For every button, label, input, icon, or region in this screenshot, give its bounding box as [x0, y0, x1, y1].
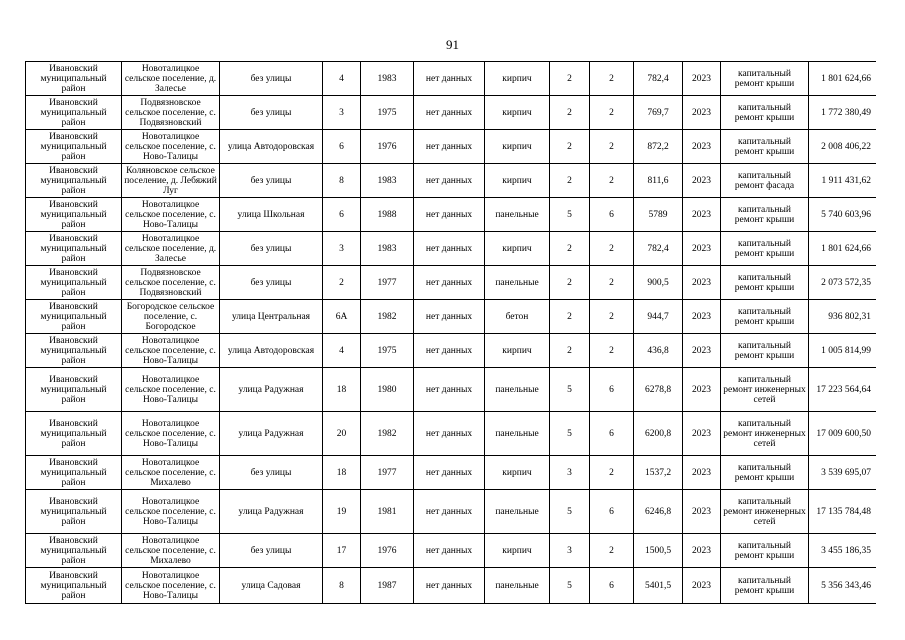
table-row	[26, 130, 877, 164]
cell-plan-year: 2023	[683, 334, 721, 368]
cell-street: без улицы	[220, 456, 323, 490]
cell-work-type: капитальный ремонт инженерных сетей	[721, 368, 809, 412]
cell-cost: 1 005 814,99	[809, 334, 877, 368]
cell-plan-year: 2023	[683, 456, 721, 490]
cell-cost: 1 801 624,66	[809, 62, 877, 96]
cell-entrances: 6	[590, 568, 634, 604]
cell-floors: 2	[550, 334, 590, 368]
cell-cost: 1 772 380,49	[809, 96, 877, 130]
cell-floors: 2	[550, 130, 590, 164]
cell-extra-data: нет данных	[414, 456, 485, 490]
cell-district: Ивановский муниципальный район	[26, 198, 122, 232]
cell-wall-material: кирпич	[485, 232, 550, 266]
cell-settlement: Богородское сельское поселение, с. Богородское	[122, 300, 220, 334]
cell-work-type: капитальный ремонт крыши	[721, 300, 809, 334]
cell-work-type: капитальный ремонт крыши	[721, 130, 809, 164]
cell-entrances: 2	[590, 232, 634, 266]
cell-house-number: 3	[323, 232, 361, 266]
cell-street: улица Радужная	[220, 490, 323, 534]
cell-plan-year: 2023	[683, 232, 721, 266]
cell-area: 6200,8	[634, 412, 683, 456]
cell-area: 5789	[634, 198, 683, 232]
cell-wall-material: кирпич	[485, 456, 550, 490]
cell-year: 1981	[361, 490, 414, 534]
cell-cost: 1 801 624,66	[809, 232, 877, 266]
table-row	[26, 490, 877, 534]
cell-year: 1983	[361, 62, 414, 96]
cell-floors: 2	[550, 62, 590, 96]
cell-floors: 2	[550, 164, 590, 198]
cell-street: без улицы	[220, 164, 323, 198]
cell-wall-material: панельные	[485, 490, 550, 534]
cell-area: 6246,8	[634, 490, 683, 534]
cell-street: улица Садовая	[220, 568, 323, 604]
table-row	[26, 368, 877, 412]
cell-extra-data: нет данных	[414, 198, 485, 232]
cell-plan-year: 2023	[683, 62, 721, 96]
cell-wall-material: панельные	[485, 412, 550, 456]
cell-district: Ивановский муниципальный район	[26, 164, 122, 198]
cell-entrances: 2	[590, 300, 634, 334]
cell-area: 782,4	[634, 232, 683, 266]
cell-wall-material: кирпич	[485, 96, 550, 130]
table-row	[26, 334, 877, 368]
cell-entrances: 6	[590, 490, 634, 534]
cell-work-type: капитальный ремонт крыши	[721, 266, 809, 300]
cell-house-number: 18	[323, 456, 361, 490]
cell-year: 1983	[361, 232, 414, 266]
cell-plan-year: 2023	[683, 412, 721, 456]
cell-year: 1976	[361, 130, 414, 164]
cell-cost: 3 455 186,35	[809, 534, 877, 568]
cell-house-number: 20	[323, 412, 361, 456]
cell-work-type: капитальный ремонт инженерных сетей	[721, 490, 809, 534]
cell-street: улица Автодоровская	[220, 130, 323, 164]
table-row	[26, 96, 877, 130]
cell-house-number: 4	[323, 334, 361, 368]
cell-cost: 17 223 564,64	[809, 368, 877, 412]
cell-house-number: 4	[323, 62, 361, 96]
cell-work-type: капитальный ремонт фасада	[721, 164, 809, 198]
cell-settlement: Новоталицкое сельское поселение, с. Ново-Талицы	[122, 334, 220, 368]
cell-extra-data: нет данных	[414, 490, 485, 534]
cell-wall-material: кирпич	[485, 130, 550, 164]
cell-street: без улицы	[220, 266, 323, 300]
cell-floors: 3	[550, 456, 590, 490]
cell-work-type: капитальный ремонт крыши	[721, 232, 809, 266]
table-row	[26, 232, 877, 266]
cell-plan-year: 2023	[683, 368, 721, 412]
cell-entrances: 6	[590, 368, 634, 412]
cell-district: Ивановский муниципальный район	[26, 490, 122, 534]
cell-wall-material: бетон	[485, 300, 550, 334]
cell-plan-year: 2023	[683, 568, 721, 604]
cell-plan-year: 2023	[683, 534, 721, 568]
table-row	[26, 568, 877, 604]
cell-year: 1983	[361, 164, 414, 198]
cell-floors: 2	[550, 266, 590, 300]
cell-district: Ивановский муниципальный район	[26, 534, 122, 568]
cell-work-type: капитальный ремонт крыши	[721, 198, 809, 232]
table-row	[26, 198, 877, 232]
cell-house-number: 8	[323, 568, 361, 604]
cell-entrances: 2	[590, 96, 634, 130]
cell-house-number: 3	[323, 96, 361, 130]
table-container	[25, 61, 876, 640]
cell-work-type: капитальный ремонт крыши	[721, 568, 809, 604]
cell-house-number: 6	[323, 130, 361, 164]
cell-wall-material: панельные	[485, 266, 550, 300]
cell-extra-data: нет данных	[414, 232, 485, 266]
cell-floors: 2	[550, 232, 590, 266]
cell-street: без улицы	[220, 96, 323, 130]
cell-settlement: Новоталицкое сельское поселение, с. Ново-Талицы	[122, 198, 220, 232]
cell-street: улица Автодоровская	[220, 334, 323, 368]
table-row	[26, 534, 877, 568]
page-number: 91	[446, 37, 459, 52]
cell-floors: 5	[550, 412, 590, 456]
cell-year: 1977	[361, 456, 414, 490]
cell-plan-year: 2023	[683, 198, 721, 232]
table-row	[26, 164, 877, 198]
cell-year: 1976	[361, 534, 414, 568]
cell-cost: 2 008 406,22	[809, 130, 877, 164]
cell-wall-material: панельные	[485, 198, 550, 232]
cell-entrances: 6	[590, 412, 634, 456]
cell-entrances: 2	[590, 130, 634, 164]
housing-repair-table	[25, 61, 876, 604]
cell-plan-year: 2023	[683, 164, 721, 198]
cell-cost: 2 073 572,35	[809, 266, 877, 300]
cell-work-type: капитальный ремонт крыши	[721, 62, 809, 96]
cell-year: 1975	[361, 96, 414, 130]
table-row	[26, 266, 877, 300]
cell-extra-data: нет данных	[414, 130, 485, 164]
cell-entrances: 2	[590, 534, 634, 568]
cell-cost: 3 539 695,07	[809, 456, 877, 490]
cell-house-number: 19	[323, 490, 361, 534]
cell-extra-data: нет данных	[414, 62, 485, 96]
cell-settlement: Подвязновское сельское поселение, с. Подвязновский	[122, 266, 220, 300]
cell-entrances: 2	[590, 62, 634, 96]
cell-year: 1977	[361, 266, 414, 300]
cell-extra-data: нет данных	[414, 412, 485, 456]
cell-plan-year: 2023	[683, 130, 721, 164]
cell-work-type: капитальный ремонт крыши	[721, 334, 809, 368]
cell-district: Ивановский муниципальный район	[26, 266, 122, 300]
cell-cost: 5 740 603,96	[809, 198, 877, 232]
cell-plan-year: 2023	[683, 266, 721, 300]
cell-year: 1975	[361, 334, 414, 368]
cell-area: 872,2	[634, 130, 683, 164]
cell-entrances: 2	[590, 334, 634, 368]
cell-entrances: 6	[590, 198, 634, 232]
cell-settlement: Подвязновское сельское поселение, с. Подвязновский	[122, 96, 220, 130]
cell-plan-year: 2023	[683, 300, 721, 334]
cell-entrances: 2	[590, 164, 634, 198]
cell-wall-material: панельные	[485, 568, 550, 604]
cell-extra-data: нет данных	[414, 534, 485, 568]
cell-area: 769,7	[634, 96, 683, 130]
cell-area: 1500,5	[634, 534, 683, 568]
cell-area: 811,6	[634, 164, 683, 198]
cell-district: Ивановский муниципальный район	[26, 334, 122, 368]
cell-floors: 5	[550, 568, 590, 604]
cell-floors: 5	[550, 198, 590, 232]
cell-wall-material: кирпич	[485, 334, 550, 368]
cell-area: 6278,8	[634, 368, 683, 412]
cell-wall-material: кирпич	[485, 534, 550, 568]
cell-cost: 17 135 784,48	[809, 490, 877, 534]
cell-street: улица Радужная	[220, 368, 323, 412]
cell-district: Ивановский муниципальный район	[26, 96, 122, 130]
cell-street: без улицы	[220, 534, 323, 568]
cell-year: 1982	[361, 412, 414, 456]
cell-floors: 2	[550, 300, 590, 334]
table-row	[26, 412, 877, 456]
cell-extra-data: нет данных	[414, 96, 485, 130]
cell-house-number: 8	[323, 164, 361, 198]
cell-wall-material: кирпич	[485, 62, 550, 96]
cell-extra-data: нет данных	[414, 164, 485, 198]
table-row	[26, 300, 877, 334]
cell-floors: 2	[550, 96, 590, 130]
cell-house-number: 18	[323, 368, 361, 412]
cell-extra-data: нет данных	[414, 368, 485, 412]
cell-cost: 936 802,31	[809, 300, 877, 334]
cell-street: без улицы	[220, 62, 323, 96]
table-row	[26, 456, 877, 490]
cell-plan-year: 2023	[683, 490, 721, 534]
cell-year: 1982	[361, 300, 414, 334]
cell-work-type: капитальный ремонт инженерных сетей	[721, 412, 809, 456]
cell-district: Ивановский муниципальный район	[26, 300, 122, 334]
cell-work-type: капитальный ремонт крыши	[721, 534, 809, 568]
cell-street: без улицы	[220, 232, 323, 266]
cell-area: 944,7	[634, 300, 683, 334]
cell-extra-data: нет данных	[414, 568, 485, 604]
cell-floors: 5	[550, 490, 590, 534]
cell-house-number: 17	[323, 534, 361, 568]
cell-floors: 3	[550, 534, 590, 568]
cell-year: 1988	[361, 198, 414, 232]
cell-settlement: Новоталицкое сельское поселение, д. Залесье	[122, 232, 220, 266]
cell-year: 1980	[361, 368, 414, 412]
cell-cost: 5 356 343,46	[809, 568, 877, 604]
table-row	[26, 62, 877, 96]
cell-district: Ивановский муниципальный район	[26, 568, 122, 604]
cell-district: Ивановский муниципальный район	[26, 62, 122, 96]
cell-area: 436,8	[634, 334, 683, 368]
cell-settlement: Новоталицкое сельское поселение, д. Залесье	[122, 62, 220, 96]
cell-district: Ивановский муниципальный район	[26, 232, 122, 266]
cell-wall-material: кирпич	[485, 164, 550, 198]
cell-year: 1987	[361, 568, 414, 604]
cell-house-number: 2	[323, 266, 361, 300]
cell-work-type: капитальный ремонт крыши	[721, 96, 809, 130]
cell-extra-data: нет данных	[414, 334, 485, 368]
cell-work-type: капитальный ремонт крыши	[721, 456, 809, 490]
cell-settlement: Новоталицкое сельское поселение, с. Ново-Талицы	[122, 368, 220, 412]
cell-settlement: Новоталицкое сельское поселение, с. Ново-Талицы	[122, 130, 220, 164]
cell-settlement: Новоталицкое сельское поселение, с. Ново-Талицы	[122, 568, 220, 604]
cell-district: Ивановский муниципальный район	[26, 368, 122, 412]
cell-settlement: Новоталицкое сельское поселение, с. Михалево	[122, 534, 220, 568]
cell-area: 900,5	[634, 266, 683, 300]
cell-extra-data: нет данных	[414, 266, 485, 300]
cell-street: улица Радужная	[220, 412, 323, 456]
cell-settlement: Новоталицкое сельское поселение, с. Ново-Талицы	[122, 490, 220, 534]
cell-cost: 1 911 431,62	[809, 164, 877, 198]
cell-area: 782,4	[634, 62, 683, 96]
cell-entrances: 2	[590, 456, 634, 490]
cell-district: Ивановский муниципальный район	[26, 412, 122, 456]
cell-entrances: 2	[590, 266, 634, 300]
table-body	[26, 62, 877, 604]
cell-cost: 17 009 600,50	[809, 412, 877, 456]
cell-district: Ивановский муниципальный район	[26, 130, 122, 164]
cell-area: 1537,2	[634, 456, 683, 490]
cell-district: Ивановский муниципальный район	[26, 456, 122, 490]
cell-plan-year: 2023	[683, 96, 721, 130]
cell-extra-data: нет данных	[414, 300, 485, 334]
cell-settlement: Новоталицкое сельское поселение, с. Ново-Талицы	[122, 412, 220, 456]
cell-house-number: 6	[323, 198, 361, 232]
cell-area: 5401,5	[634, 568, 683, 604]
cell-settlement: Новоталицкое сельское поселение, с. Михалево	[122, 456, 220, 490]
cell-street: улица Центральная	[220, 300, 323, 334]
cell-floors: 5	[550, 368, 590, 412]
cell-street: улица Школьная	[220, 198, 323, 232]
cell-wall-material: панельные	[485, 368, 550, 412]
cell-house-number: 6А	[323, 300, 361, 334]
cell-settlement: Коляновское сельское поселение, д. Лебяжий Луг	[122, 164, 220, 198]
